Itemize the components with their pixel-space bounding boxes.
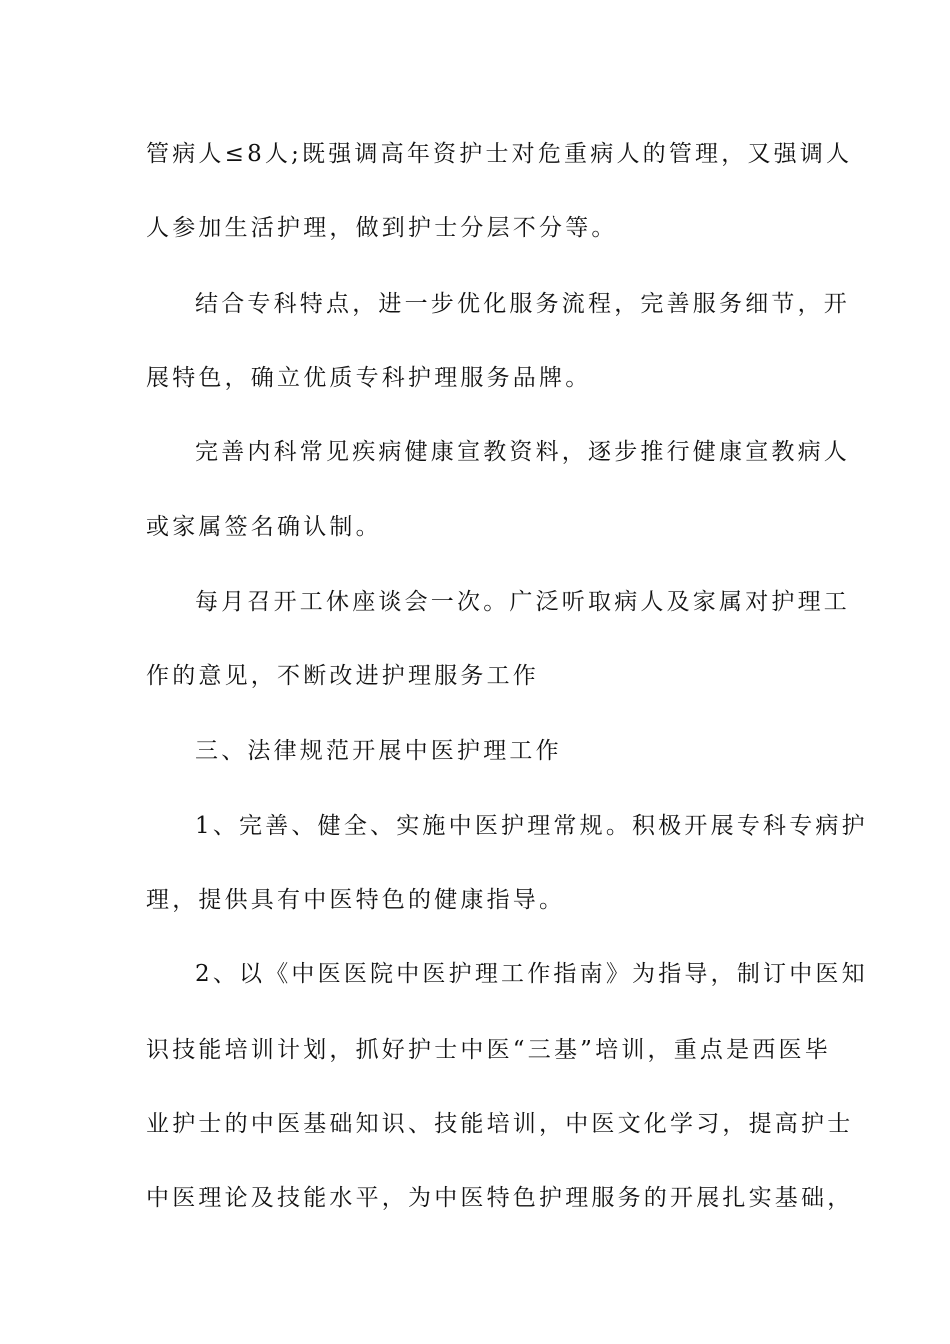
- text-line-4: 展特色，确立优质专科护理服务品牌。: [146, 365, 592, 391]
- text-line-3: 结合专科特点，进一步优化服务流程，完善服务细节，开: [195, 291, 850, 317]
- text-line-1: 管病人≤8人;既强调高年资护士对危重病人的管理，又强调人: [146, 141, 853, 167]
- text-line-15: 中医理论及技能水平，为中医特色护理服务的开展扎实基础，: [146, 1185, 854, 1211]
- text-line-8: 作的意见，不断改进护理服务工作: [146, 663, 539, 689]
- text-line-11: 理，提供具有中医特色的健康指导。: [146, 887, 566, 913]
- text-line-5: 完善内科常见疾病健康宣教资料，逐步推行健康宣教病人: [195, 439, 850, 465]
- text-line-12: 2、以《中医医院中医护理工作指南》为指导，制订中医知: [195, 961, 868, 987]
- section-heading: 三、法律规范开展中医护理工作: [195, 738, 562, 764]
- text-line-2: 人参加生活护理，做到护士分层不分等。: [146, 215, 618, 241]
- text-line-7: 每月召开工休座谈会一次。广泛听取病人及家属对护理工: [195, 589, 850, 615]
- text-line-10: 1、完善、健全、实施中医护理常规。积极开展专科专病护: [195, 813, 868, 839]
- text-line-14: 业护士的中医基础知识、技能培训，中医文化学习，提高护士: [146, 1111, 854, 1137]
- text-line-13: 识技能培训计划，抓好护士中医“三基”培训，重点是西医毕: [146, 1037, 831, 1063]
- text-line-6: 或家属签名确认制。: [146, 514, 382, 540]
